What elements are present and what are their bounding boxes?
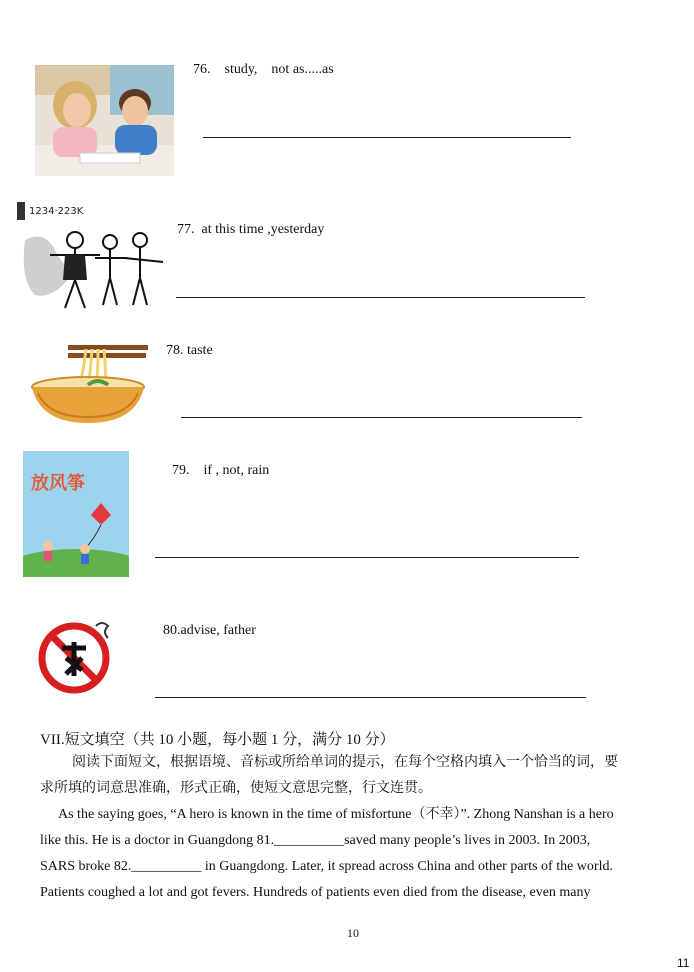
passage-line-2-start: like this. He is a doctor in Guangdong xyxy=(40,833,257,848)
passage-line-2-end: saved many people’s lives in 2003. In 2003, xyxy=(344,833,591,848)
passage-line-4: Patients coughed a lot and got fevers. Hundreds of patients even died from the disease, even many xyxy=(40,885,591,900)
question-77-answer-line[interactable] xyxy=(176,297,585,298)
noodle-bowl xyxy=(28,335,148,427)
book-title-text: 放风筝 xyxy=(31,473,85,494)
question-80-answer-line[interactable] xyxy=(155,697,586,698)
page-number: 10 xyxy=(347,926,359,940)
blank-81[interactable]: 81.__________ xyxy=(256,833,345,848)
passage-line-2 xyxy=(40,828,590,854)
instructions-line-1: 阅读下面短文，根据语境、音标或所给单词的提示，在每个空格内填入一个恰当的词，要 xyxy=(72,755,618,770)
blank-82[interactable]: 82.__________ xyxy=(113,859,202,874)
question-78-answer-line[interactable] xyxy=(181,417,582,418)
kite-book-cover xyxy=(23,451,129,577)
question-77-prompt: 77. at this time ,yesterday xyxy=(177,222,325,237)
no-smoking-sign xyxy=(36,618,114,696)
question-76-prompt: 76. study, not as.....as xyxy=(193,62,334,77)
children-studying-photo xyxy=(35,65,174,176)
question-76-answer-line[interactable] xyxy=(203,137,571,138)
question-80-prompt: 80.advise, father xyxy=(163,623,256,638)
question-78-prompt: 78. taste xyxy=(166,343,213,358)
passage-line-3-start: SARS broke xyxy=(40,859,114,874)
people-sketch xyxy=(15,200,168,315)
question-79-answer-line[interactable] xyxy=(155,557,579,558)
passage-line-1: As the saying goes, “A hero is known in the time of misfortune（不幸）”. Zhong Nanshan is a hero xyxy=(58,807,614,822)
passage-line-3-end: in Guangdong. Later, it spread across China and other parts of the world. xyxy=(201,859,613,874)
section-title: VII.短文填空（共 10 小题，每小题 1 分，满分 10 分） xyxy=(40,732,395,748)
instructions-line-2: 求所填的词意思准确，形式正确，使短文意思完整，行文连贯。 xyxy=(40,781,432,796)
passage-line-3 xyxy=(40,854,613,880)
sketch-numbers-text: 1234·223K xyxy=(29,206,84,217)
corner-page-number: 11 xyxy=(677,956,690,970)
question-79-prompt: 79. if , not, rain xyxy=(172,463,270,478)
